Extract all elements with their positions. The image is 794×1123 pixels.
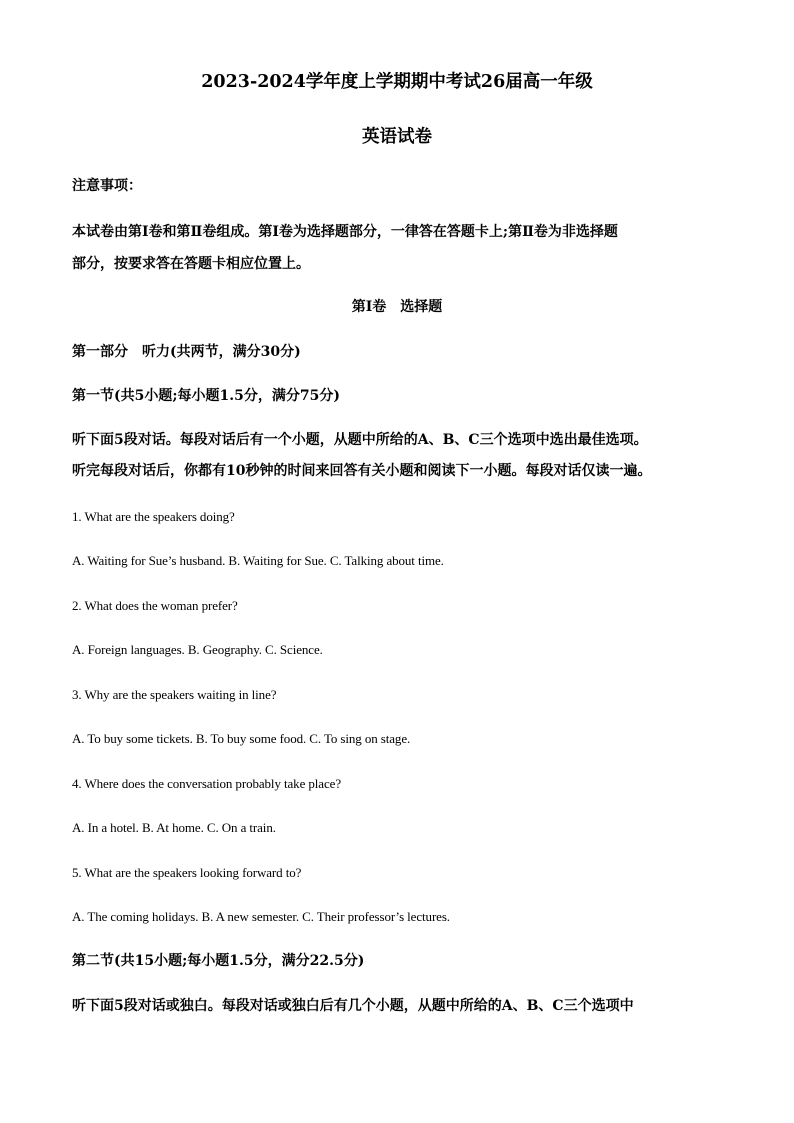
question-4-options: A. In a hotel. B. At home. C. On a train. <box>72 820 276 835</box>
question-1: 1. What are the speakers doing? <box>72 509 235 524</box>
section-one-heading: 第一节(共5小题;每小题1.5分，满分75分) <box>72 388 340 404</box>
section-two-heading: 第二节(共15小题;每小题1.5分，满分22.5分) <box>72 953 365 969</box>
question-2-options: A. Foreign languages. B. Geography. C. Science. <box>72 642 323 657</box>
volume-one-title: 第Ⅰ卷 选择题 <box>351 299 443 315</box>
question-1-options: A. Waiting for Sue’s husband. B. Waiting for Sue. C. Talking about time. <box>72 553 444 568</box>
question-5-options: A. The coming holidays. B. A new semester. C. Their professor’s lectures. <box>72 909 450 924</box>
notice-line-1: 本试卷由第Ⅰ卷和第Ⅱ卷组成。第Ⅰ卷为选择题部分，一律答在答题卡上;第Ⅱ卷为非选择题 <box>72 224 618 240</box>
question-4: 4. Where does the conversation probably take place? <box>72 776 341 791</box>
part-one-heading: 第一部分 听力(共两节，满分30分) <box>72 344 301 360</box>
question-5: 5. What are the speakers looking forward to? <box>72 865 302 880</box>
section-one-instruction-1: 听下面5段对话。每段对话后有一个小题，从题中所给的A、B、C三个选项中选出最佳选项。 <box>72 432 648 448</box>
notice-heading: 注意事项： <box>72 178 142 194</box>
question-3: 3. Why are the speakers waiting in line? <box>72 687 277 702</box>
section-two-instruction-1: 听下面5段对话或独白。每段对话或独白后有几个小题，从题中所给的A、B、C三个选项中 <box>72 998 634 1014</box>
exam-subtitle: 英语试卷 <box>362 127 432 147</box>
question-2: 2. What does the woman prefer? <box>72 598 238 613</box>
exam-title: 2023-2024学年度上学期期中考试26届高一年级 <box>201 72 593 92</box>
section-one-instruction-2: 听完每段对话后，你都有10秒钟的时间来回答有关小题和阅读下一小题。每段对话仅读一遍。 <box>72 463 652 479</box>
question-3-options: A. To buy some tickets. B. To buy some food. C. To sing on stage. <box>72 731 411 746</box>
notice-line-2: 部分，按要求答在答题卡相应位置上。 <box>72 256 310 272</box>
